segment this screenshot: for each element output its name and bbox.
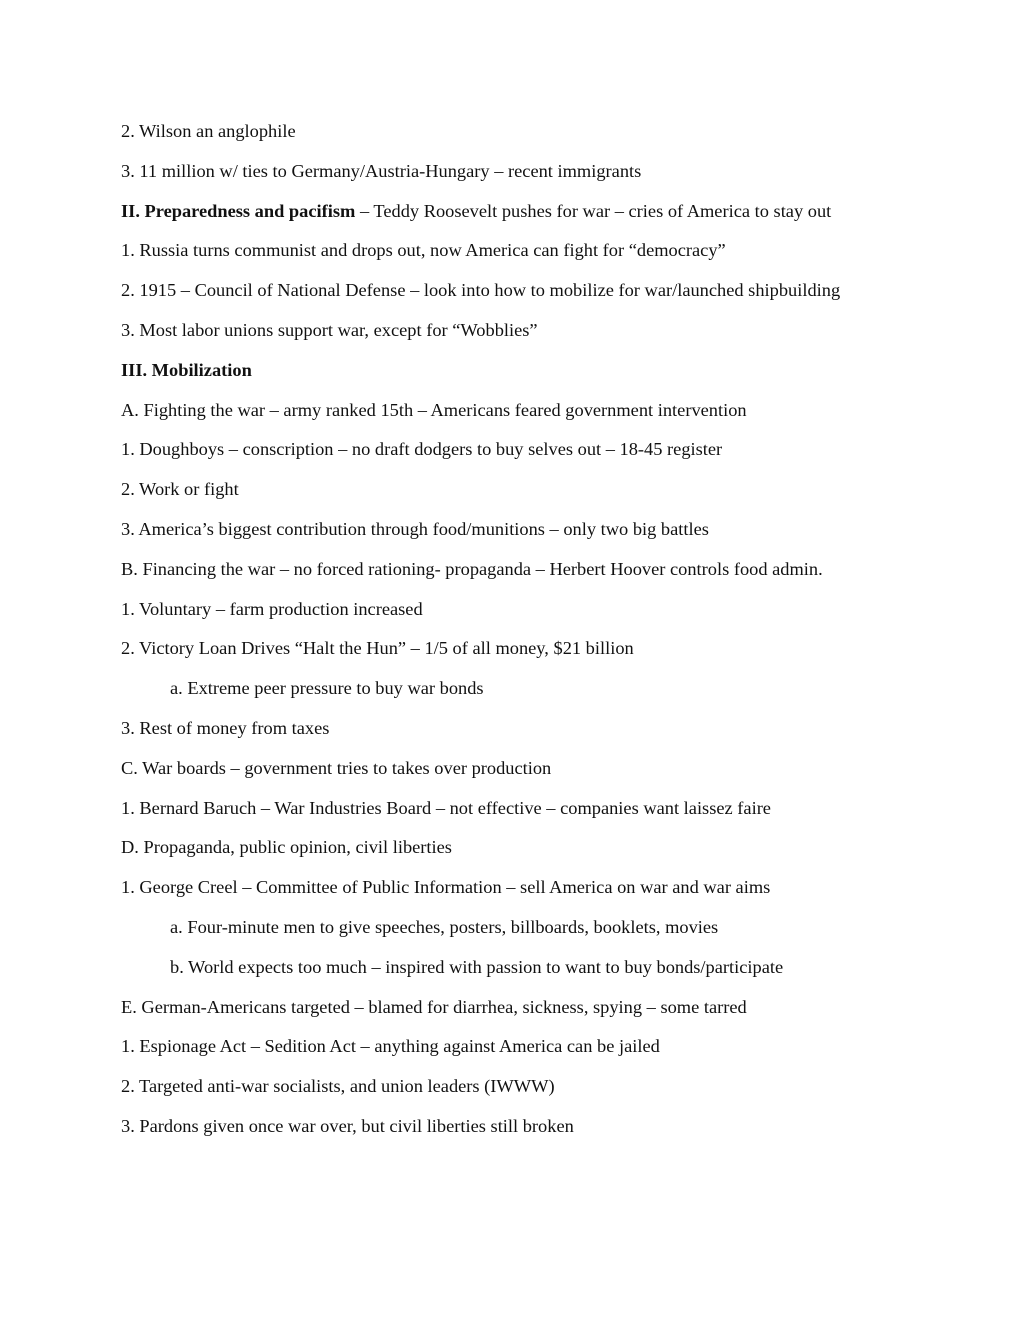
list-item: 3. America’s biggest contribution through food/munitions – only two big battles	[121, 518, 709, 539]
list-item: 1. George Creel – Committee of Public Information – sell America on war and war aims	[121, 877, 771, 898]
list-item: 1. Voluntary – farm production increased	[121, 598, 423, 619]
list-item: 2. 1915 – Council of National Defense – look into how to mobilize for war/launched shipbuilding	[121, 280, 841, 301]
document-body	[121, 119, 911, 1154]
list-item: 3. Pardons given once war over, but civil liberties still broken	[121, 1115, 574, 1136]
section-heading-title: III. Mobilization	[121, 359, 252, 380]
list-item: 3. Most labor unions support war, except for “Wobblies”	[121, 319, 538, 340]
section-heading-title: II. Preparedness and pacifism	[121, 200, 356, 221]
list-item: E. German-Americans targeted – blamed for diarrhea, sickness, spying – some tarred	[121, 996, 747, 1017]
list-item: B. Financing the war – no forced rationing- propaganda – Herbert Hoover controls food admin.	[121, 558, 823, 579]
list-item: 1. Bernard Baruch – War Industries Board – not effective – companies want laissez faire	[121, 797, 771, 818]
list-item: D. Propaganda, public opinion, civil liberties	[121, 837, 452, 858]
list-item: 3. 11 million w/ ties to Germany/Austria-Hungary – recent immigrants	[121, 160, 642, 181]
list-item: 2. Work or fight	[121, 479, 239, 500]
sub-list-item: b. World expects too much – inspired with passion to want to buy bonds/participate	[170, 956, 784, 977]
list-item: C. War boards – government tries to takes over production	[121, 757, 552, 778]
list-item: 2. Victory Loan Drives “Halt the Hun” – 1/5 of all money, $21 billion	[121, 638, 634, 659]
list-item: 3. Rest of money from taxes	[121, 717, 330, 738]
sub-list-item: a. Four-minute men to give speeches, posters, billboards, booklets, movies	[170, 916, 719, 937]
list-item: 2. Wilson an anglophile	[121, 121, 296, 141]
list-item: 2. Targeted anti-war socialists, and union leaders (IWWW)	[121, 1076, 555, 1097]
sub-list-item: a. Extreme peer pressure to buy war bonds	[170, 678, 484, 699]
section-heading	[121, 358, 911, 382]
list-item: 1. Espionage Act – Sedition Act – anything against America can be jailed	[121, 1036, 660, 1057]
list-item: A. Fighting the war – army ranked 15th – Americans feared government intervention	[121, 399, 747, 420]
section-heading: II. Preparedness and pacifism – Teddy Roosevelt pushes for war – cries of America to stay out	[121, 200, 832, 221]
list-item: 1. Doughboys – conscription – no draft dodgers to buy selves out – 18-45 register	[121, 439, 723, 460]
list-item: 1. Russia turns communist and drops out, now America can fight for “democracy”	[121, 240, 726, 261]
